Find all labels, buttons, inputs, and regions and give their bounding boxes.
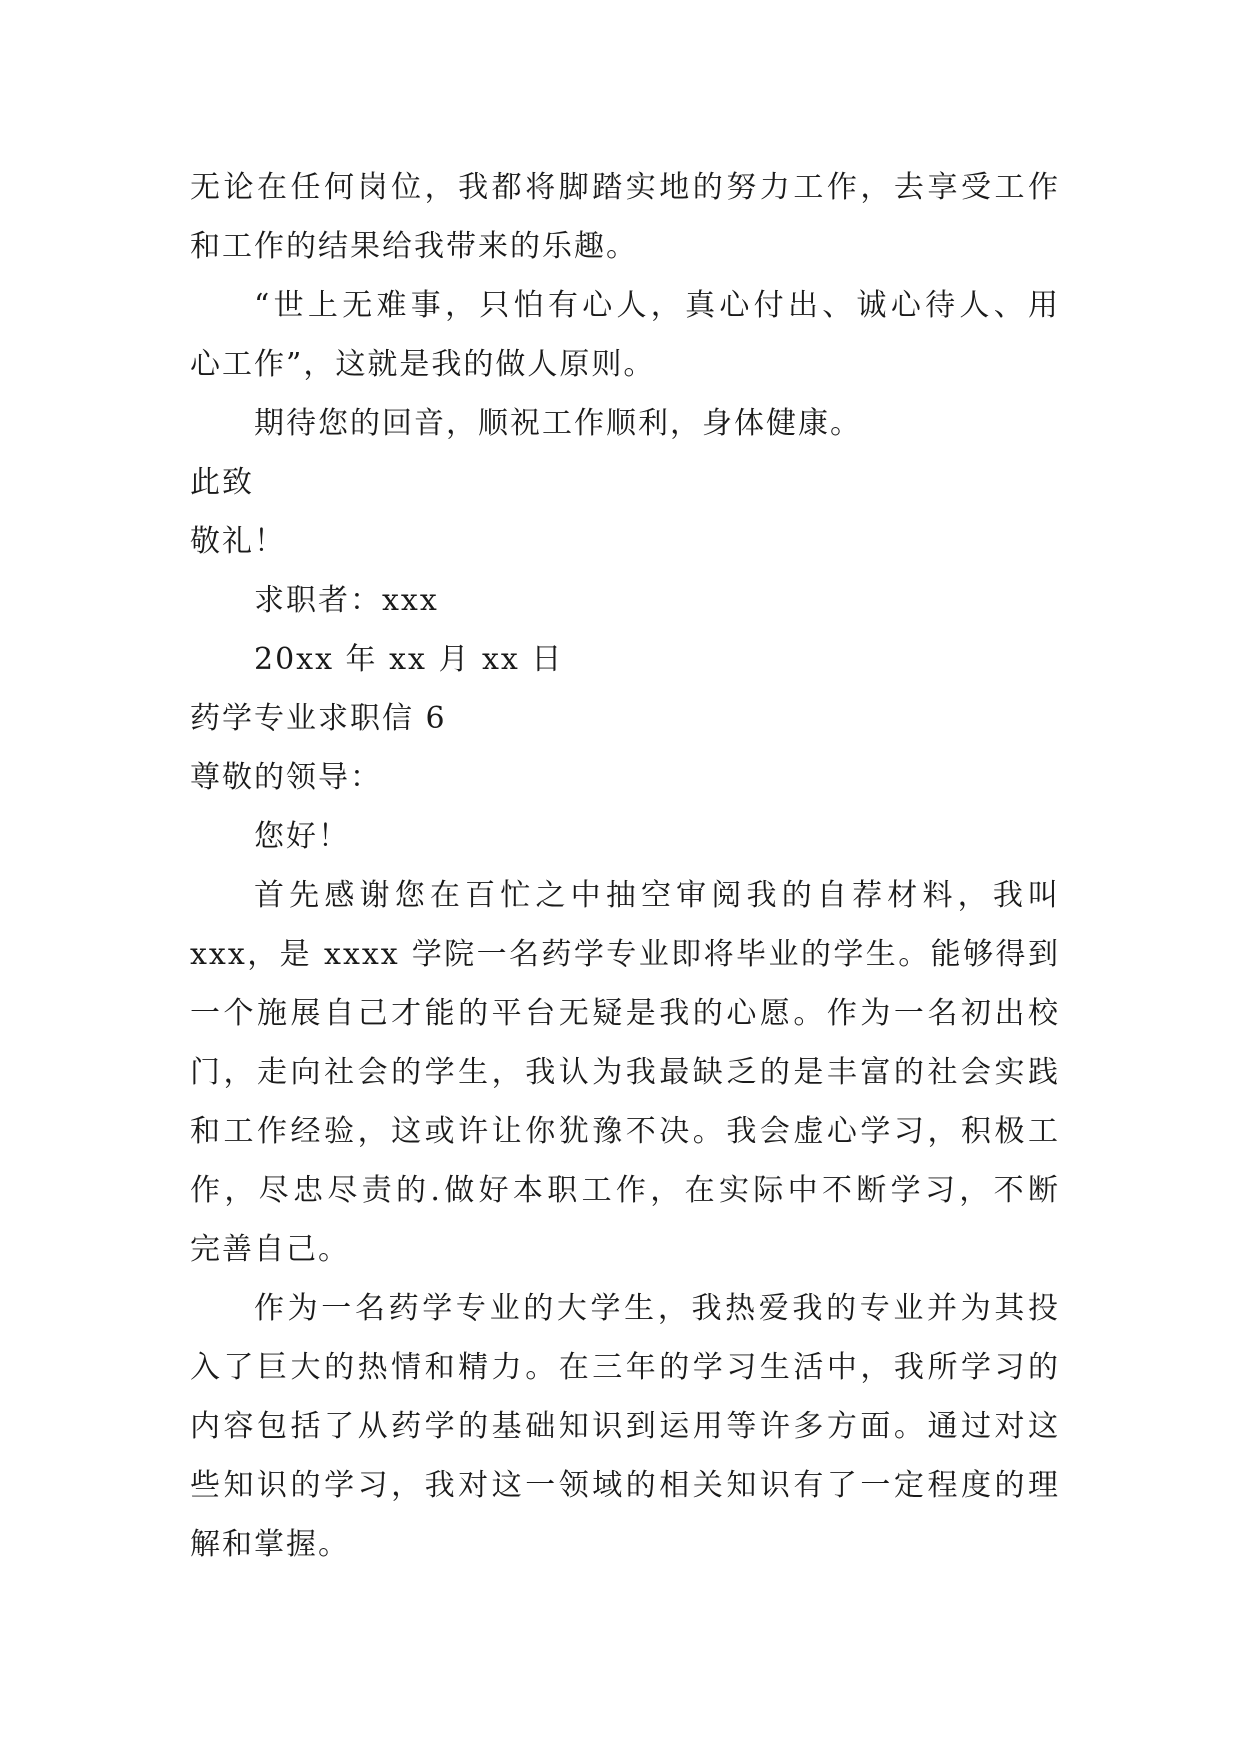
text-line: 作，尽忠尽责的.做好本职工作，在实际中不断学习，不断 [190, 1173, 1060, 1208]
greeting: 您好！ [254, 819, 350, 854]
text-line: 期待您的回音，顺祝工作顺利，身体健康。 [254, 406, 862, 441]
text-line: 内容包括了从药学的基础知识到运用等许多方面。通过对这 [190, 1409, 1060, 1444]
text-line: 解和掌握。 [190, 1527, 350, 1562]
text-line: 无论在任何岗位，我都将脚踏实地的努力工作，去享受工作 [190, 170, 1060, 205]
text-line: 完善自己。 [190, 1232, 350, 1267]
closing-regards: 敬礼！ [190, 524, 286, 559]
section-title: 药学专业求职信 6 [190, 701, 447, 736]
text-line: 一个施展自己才能的平台无疑是我的心愿。作为一名初出校 [190, 996, 1060, 1031]
text-line: “世上无难事，只怕有心人，真心付出、诚心待人、用 [254, 288, 1060, 323]
signature-name: 求职者：xxx [254, 583, 439, 618]
greeting-recipient: 尊敬的领导： [190, 760, 382, 795]
closing-salutation: 此致 [190, 465, 254, 500]
document-page [190, 158, 1060, 1574]
text-line: 门，走向社会的学生，我认为我最缺乏的是丰富的社会实践 [190, 1055, 1060, 1090]
text-line: 作为一名药学专业的大学生，我热爱我的专业并为其投 [254, 1291, 1060, 1326]
text-line: xxx，是 xxxx 学院一名药学专业即将毕业的学生。能够得到 [190, 937, 1060, 972]
text-line: 心工作”，这就是我的做人原则。 [190, 347, 656, 382]
text-line: 入了巨大的热情和精力。在三年的学习生活中，我所学习的 [190, 1350, 1060, 1385]
text-line: 首先感谢您在百忙之中抽空审阅我的自荐材料，我叫 [254, 878, 1060, 913]
signature-date: 20xx 年 xx 月 xx 日 [254, 642, 564, 677]
text-line: 些知识的学习，我对这一领域的相关知识有了一定程度的理 [190, 1468, 1060, 1503]
text-line: 和工作的结果给我带来的乐趣。 [190, 229, 638, 264]
text-line: 和工作经验，这或许让你犹豫不决。我会虚心学习，积极工 [190, 1114, 1060, 1149]
